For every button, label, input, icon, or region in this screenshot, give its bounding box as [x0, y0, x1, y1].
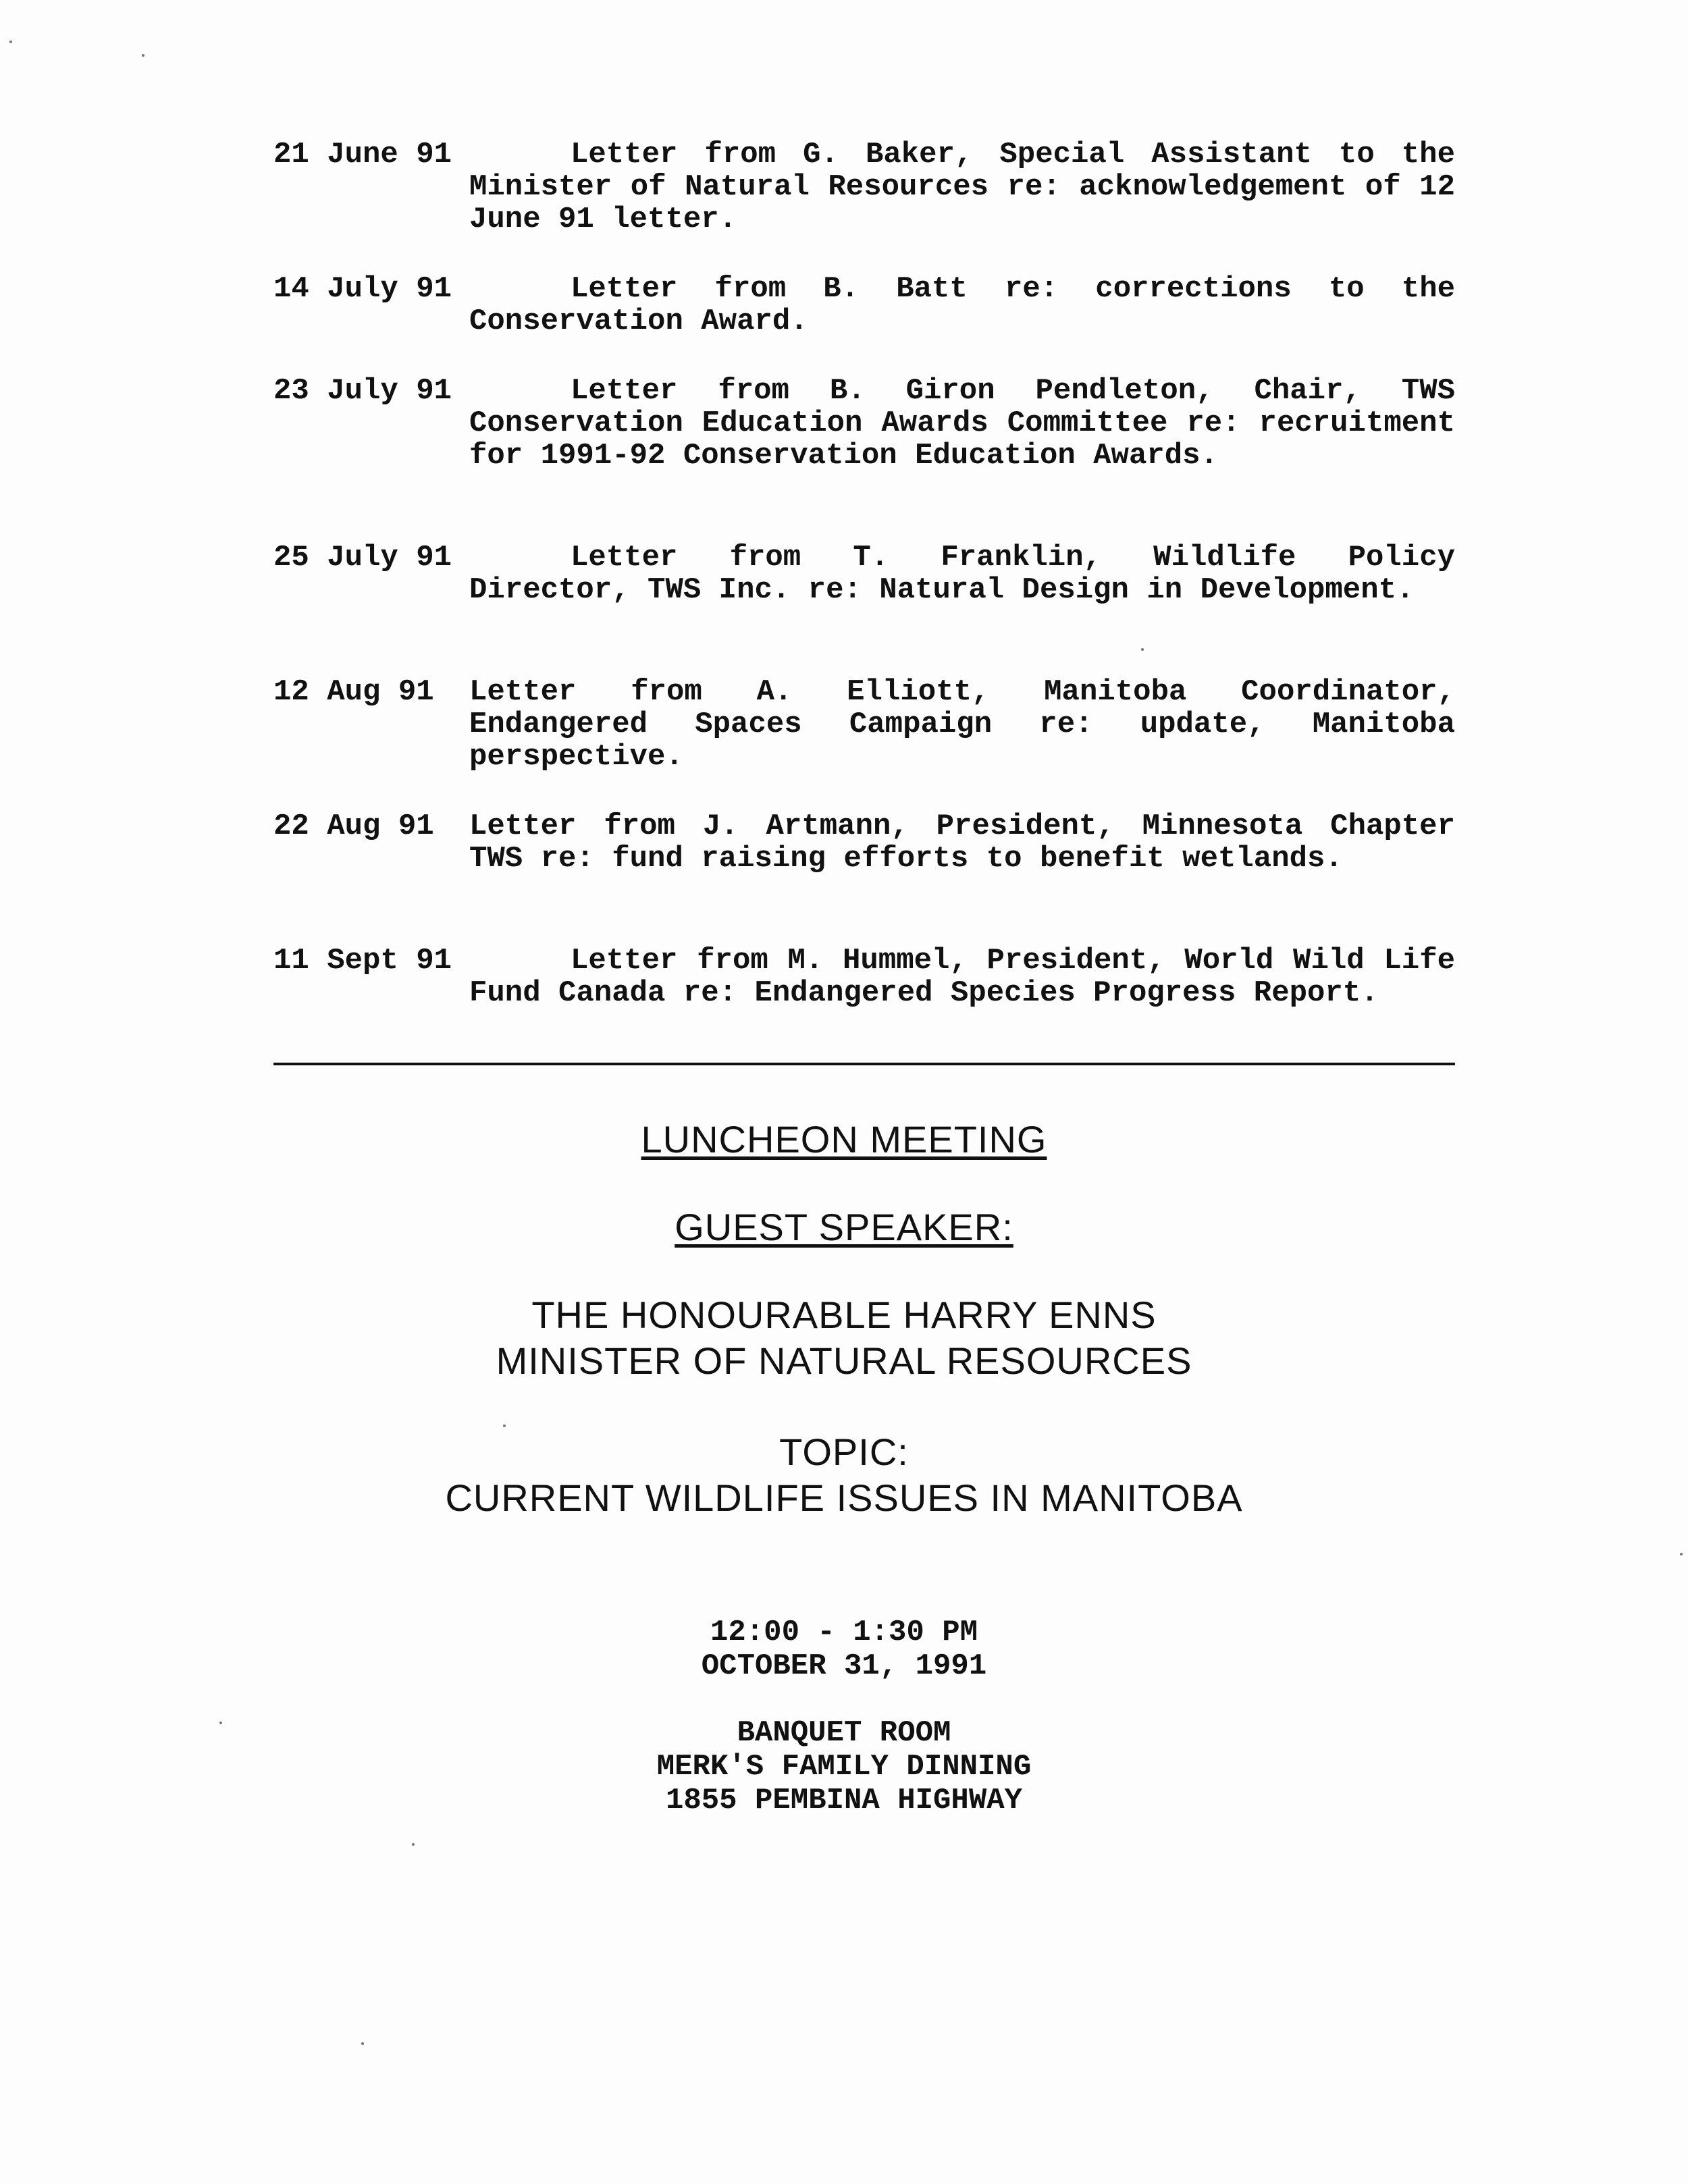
entry-date: 22 Aug 91	[273, 809, 434, 843]
scan-speck	[361, 2042, 364, 2045]
entry-text: Letter from B. Batt re: corrections to the Conservation Award.	[469, 272, 1455, 338]
list-item	[273, 273, 1455, 338]
scan-speck	[1141, 648, 1144, 651]
meeting-time: 12:00 - 1:30 PM	[710, 1616, 978, 1649]
section-divider	[273, 1063, 1455, 1065]
scan-speck	[219, 1722, 222, 1724]
list-item	[273, 375, 1455, 504]
speaker-name: THE HONOURABLE HARRY ENNS	[531, 1294, 1157, 1336]
meeting-room: BANQUET ROOM	[737, 1716, 951, 1750]
correspondence-list	[273, 138, 1455, 1079]
topic-text: CURRENT WILDLIFE ISSUES IN MANITOBA	[445, 1476, 1243, 1519]
entry-text: Letter from B. Giron Pendleton, Chair, TWS Conservation Education Awards Committee re: recruitment for 1991-92 Conservation Education Awards.	[469, 374, 1455, 473]
entry-date: 11 Sept 91	[273, 944, 452, 978]
list-item	[273, 138, 1455, 236]
meeting-date: OCTOBER 31, 1991	[701, 1649, 987, 1683]
scan-speck	[142, 54, 144, 57]
entry-date: 23 July 91	[273, 374, 452, 408]
topic-label: TOPIC:	[779, 1431, 909, 1473]
entry-date: 21 June 91	[273, 138, 452, 171]
entry-date: 14 July 91	[273, 272, 452, 306]
scan-speck	[1680, 1553, 1683, 1555]
list-item	[273, 541, 1455, 639]
announcement-heading: LUNCHEON MEETING	[641, 1118, 1047, 1161]
list-item	[273, 810, 1455, 907]
list-item	[273, 676, 1455, 773]
meeting-address: 1855 PEMBINA HIGHWAY	[665, 1784, 1023, 1817]
speaker-title: MINISTER OF NATURAL RESOURCES	[496, 1339, 1192, 1382]
entry-text: Letter from G. Baker, Special Assistant to the Minister of Natural Resources re: acknowledgement of 12 June 91 letter.	[469, 138, 1455, 236]
meeting-venue: MERK'S FAMILY DINNING	[656, 1750, 1032, 1784]
speaker-label: GUEST SPEAKER:	[675, 1206, 1013, 1248]
entry-date: 12 Aug 91	[273, 675, 434, 709]
entry-text: Letter from J. Artmann, President, Minnesota Chapter TWS re: fund raising efforts to benefit wetlands.	[469, 809, 1455, 876]
entry-text: Letter from M. Hummel, President, World Wild Life Fund Canada re: Endangered Species Progress Report.	[469, 944, 1455, 1010]
list-item	[273, 944, 1455, 1042]
scan-speck	[9, 41, 12, 43]
entry-date: 25 July 91	[273, 541, 452, 575]
entry-text: Letter from T. Franklin, Wildlife Policy Director, TWS Inc. re: Natural Design in Development.	[469, 541, 1455, 607]
entry-text: Letter from A. Elliott, Manitoba Coordinator, Endangered Spaces Campaign re: update, Manitoba perspective.	[469, 675, 1455, 774]
scan-speck	[412, 1843, 415, 1846]
scan-speck	[503, 1424, 506, 1427]
